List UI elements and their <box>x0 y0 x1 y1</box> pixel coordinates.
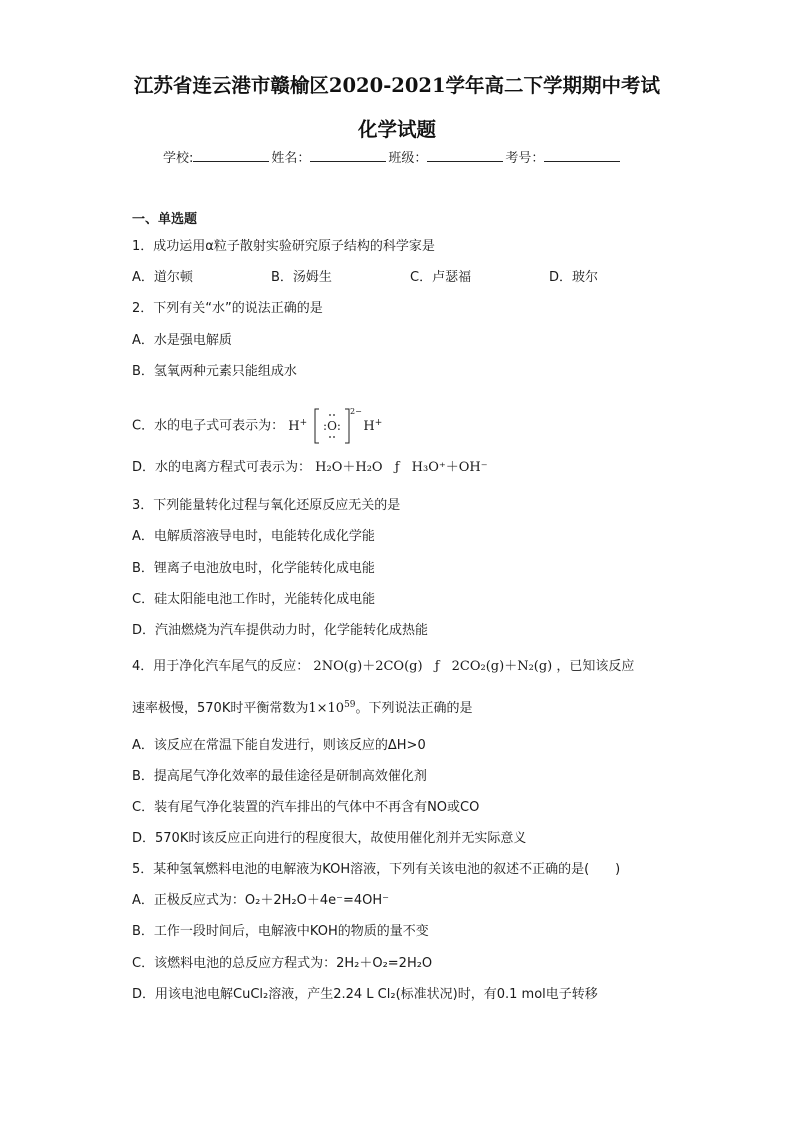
question-5-stem: 5．某种氢氧燃料电池的电解液为KOH溶液，下列有关该电池的叙述不正确的是( ) <box>132 862 621 877</box>
school-blank <box>193 147 269 162</box>
number-label: 考号： <box>505 151 545 166</box>
question-2-option-c <box>132 405 382 447</box>
question-3-option-b: B．锂离子电池放电时，化学能转化成电能 <box>132 561 375 576</box>
question-5-option-a: A．正极反应式为：O₂＋2H₂O＋4e⁻=4OH⁻ <box>132 893 389 908</box>
question-1-option-a: A．道尔顿 <box>132 270 193 285</box>
question-5-option-b: B．工作一段时间后，电解液中KOH的物质的量不变 <box>132 924 429 939</box>
hydrogen-right-charge: + <box>374 417 383 428</box>
question-5-option-d: D．用该电池电解CuCl₂溶液，产生2.24 L Cl₂(标准状况)时，有0.1 mol电子转移 <box>132 987 598 1002</box>
question-4-option-a: A．该反应在常温下能自发进行，则该反应的ΔH>0 <box>132 738 426 753</box>
question-4-option-b: B．提高尾气净化效率的最佳途径是研制高效催化剂 <box>132 769 427 784</box>
question-3-option-d: D．汽油燃烧为汽车提供动力时，化学能转化成热能 <box>132 623 429 638</box>
student-info-row <box>163 147 622 166</box>
question-4-stem-post: ，已知该反应 <box>556 659 635 674</box>
equilibrium-constant-exponent: 59 <box>344 700 356 710</box>
question-4-stem-line2 <box>132 697 473 716</box>
question-3-option-c: C．硅太阳能电池工作时，光能转化成电能 <box>132 592 376 607</box>
hydrogen-left-charge: + <box>299 417 308 428</box>
question-5-option-c: C．该燃料电池的总反应方程式为：2H₂＋O₂=2H₂O <box>132 956 433 971</box>
q4-equation-right: 2CO₂(g)＋N₂(g) <box>451 659 553 674</box>
number-blank <box>544 147 620 162</box>
question-4-option-d: D．570K时该反应正向进行的程度很大，故使用催化剂并无实际意义 <box>132 831 527 846</box>
question-4-stem2-post: 。下列说法正确的是 <box>355 701 473 716</box>
question-1-option-d: D．玻尔 <box>549 270 599 285</box>
exam-subtitle: 化学试题 <box>357 118 436 141</box>
question-2-option-a: A．水是强电解质 <box>132 333 232 348</box>
equilibrium-arrow-icon: ƒ <box>394 460 400 475</box>
question-4-stem2-pre: 速率极慢，570K时平衡常数为 <box>132 701 309 716</box>
oxide-charge: 2− <box>350 407 363 416</box>
equilibrium-constant-base: 1×10 <box>308 701 345 716</box>
question-1-stem: 1．成功运用α粒子散射实验研究原子结构的科学家是 <box>132 239 435 254</box>
question-3-option-a: A．电解质溶液导电时，电能转化成化学能 <box>132 529 375 544</box>
water-electron-formula <box>288 407 383 434</box>
section-heading: 一、单选题 <box>132 212 198 227</box>
question-1-option-c: C．卢瑟福 <box>410 270 472 285</box>
question-2-option-b: B．氢氧两种元素只能组成水 <box>132 364 297 379</box>
hydrogen-right: H <box>363 418 375 434</box>
question-2-option-c-text: C．水的电子式可表示为： <box>132 418 285 434</box>
class-blank <box>427 147 503 162</box>
exam-title: 江苏省连云港市赣榆区2020-2021学年高二下学期期中考试 <box>133 74 661 97</box>
water-ionization-left: H₂O＋H₂O <box>315 460 383 475</box>
question-3-stem: 3．下列能量转化过程与氧化还原反应无关的是 <box>132 498 401 513</box>
class-label: 班级： <box>388 151 428 166</box>
q4-equilibrium-arrow-icon: ƒ <box>434 659 440 674</box>
question-4-option-c: C．装有尾气净化装置的汽车排出的气体中不再含有NO或CO <box>132 800 480 815</box>
q4-equation-left: 2NO(g)＋2CO(g) <box>313 659 423 674</box>
oxide-bracket-structure <box>313 405 363 447</box>
question-4-stem-pre: 4．用于净化汽车尾气的反应： <box>132 659 310 674</box>
name-label: 姓名： <box>271 151 311 166</box>
question-1-option-b: B．汤姆生 <box>271 270 332 285</box>
question-2-option-d <box>132 456 488 475</box>
question-4-stem-line1 <box>132 655 634 674</box>
equilibrium-constant <box>308 701 355 716</box>
school-label: 学校: <box>163 151 194 166</box>
question-2-stem: 2．下列有关“水”的说法正确的是 <box>132 301 323 316</box>
hydrogen-left: H <box>288 418 300 434</box>
water-ionization-right: H₃O⁺＋OH⁻ <box>411 460 488 475</box>
oxygen-dots-symbol: :O: <box>323 419 342 433</box>
question-2-option-d-text: D．水的电离方程式可表示为： <box>132 460 312 475</box>
name-blank <box>310 147 386 162</box>
